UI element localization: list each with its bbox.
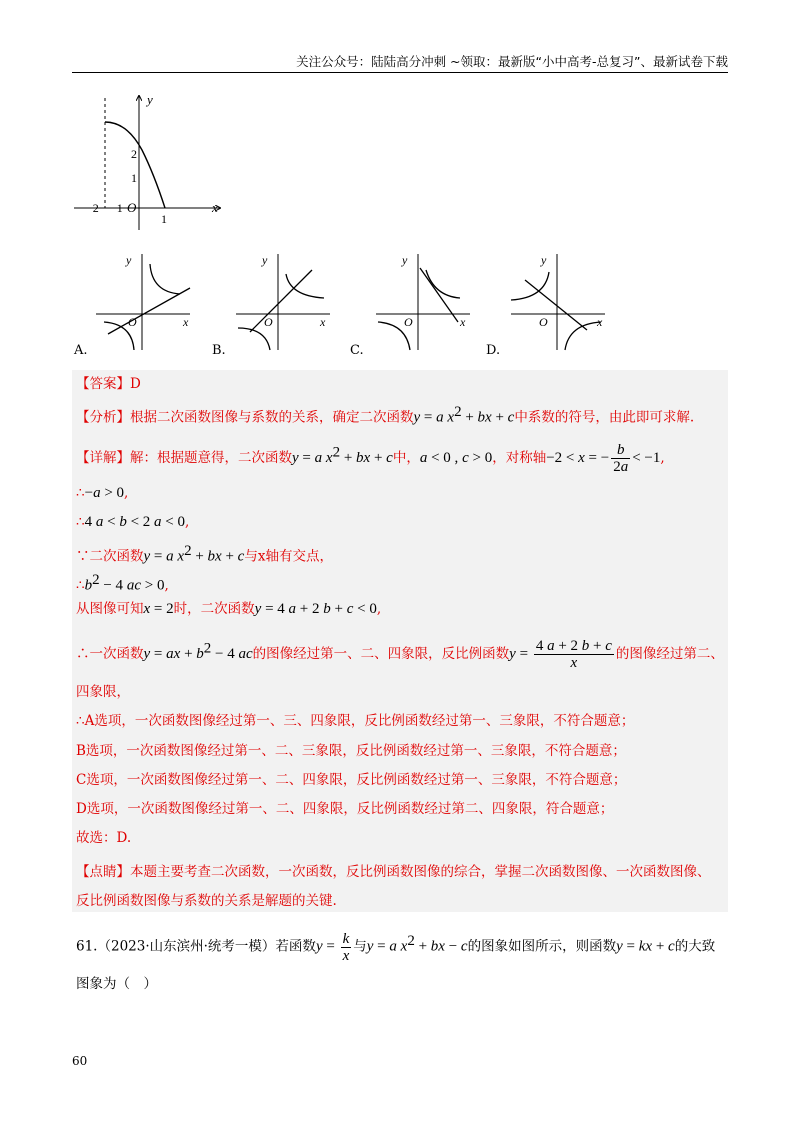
svg-text:O: O [404,315,413,329]
svg-text:y: y [126,253,132,267]
svg-text:x: x [183,315,189,329]
parabola-curve [105,122,165,208]
x-axis-label: x [212,200,218,215]
detail-line: 【详解】解：根据题意得，二次函数y = a $x^2$ + bx + c中，a < 0 , c > 0，对称轴−2 < x = − $\frac{b}{2a}$ < −1, [76,442,665,475]
four-a-line: ∴4 a < b < 2 a < 0, [76,514,190,530]
page-number: 60 [72,1054,88,1068]
comment-line-1: 【点睛】本题主要考查二次函数，一次函数，反比例函数图像的综合，掌握二次函数图像、一次函数图像、 [76,864,711,880]
choose-line: 故选：D. [76,830,132,846]
analysis-line: 【分析】根据二次函数图像与系数的关系，确定二次函数y = a $x^2$ + bx + c中系数的符号，由此即可求解. [76,404,695,426]
tick-y-2: 2 [131,147,137,161]
option-d-label[interactable]: D. [486,343,501,358]
option-c-label[interactable]: C. [350,343,364,358]
tick-y-1: 1 [131,171,137,185]
option-b-graph [230,250,340,355]
option-a-label[interactable]: A. [74,343,88,358]
option-b-label[interactable]: B. [212,343,226,358]
intersect-line: ∵二次函数y = a $x^2$ + bx + c与x轴有交点， [76,543,333,565]
option-d-graph [505,250,615,355]
comment-line-2: 反比例函数图像与系数的关系是解题的关键. [76,893,337,909]
tick-x-neg1: −1 [110,201,123,215]
question-61-line2: 图象为（ ） [76,976,157,992]
quadrants-line: 四象限， [76,684,130,700]
svg-text:x: x [460,315,466,329]
option-c-analysis: C选项，一次函数图像经过第一、二、四象限，反比例函数经过第一、三象限，不符合题意； [76,772,627,788]
answer-line: 【答案】D [76,376,141,392]
svg-text:x: x [597,315,603,329]
discriminant-line: $\therefore b^2 - 4$ ac > 0, [76,572,169,594]
x2-line: 从图像可知x = 2时，二次函数y = 4 a + 2 b + c < 0, [76,601,382,617]
svg-text:x: x [320,315,326,329]
option-c-graph [370,250,480,355]
svg-text:O: O [264,315,273,329]
option-a-graph [90,250,200,355]
linear-line: ∴一次函数y = ax + $b^2 - 4$ ac的图像经过第一、二、四象限，反比例函数y = $\frac{4 a + 2 b + c}{x}$ 的图像经过第二、 [76,638,724,671]
option-b-analysis: B选项，一次函数图像经过第一、二、三象限，反比例函数经过第一、三象限，不符合题意； [76,743,626,759]
neg-a-line: ∴−a > 0, [76,485,129,501]
svg-text:y: y [541,253,547,267]
page-header: 关注公众号：陆陆高分冲刺 ~领取：最新版“小中高考-总复习”、最新试卷下载 [72,54,728,73]
origin-label: O [127,200,137,215]
parabola-graph [72,90,232,240]
svg-text:y: y [402,253,408,267]
question-61: 61.（2023·山东滨州·统考一模）若函数y = $\frac{k}{x}$ 与y = a $x^2$ + bx − c的图象如图所示，则函数y = kx + c的大致 [76,930,716,964]
y-axis-label: y [147,92,153,107]
svg-text:O: O [128,315,137,329]
tick-x-neg2: −2 [86,201,99,215]
svg-text:O: O [539,315,548,329]
tick-x-1: 1 [161,212,167,226]
option-d-analysis: D选项，一次函数图像经过第一、二、四象限，反比例函数经过第二、四象限，符合题意； [76,801,614,817]
svg-text:y: y [262,253,268,267]
option-a-analysis: ∴A选项，一次函数图像经过第一、三、四象限，反比例函数经过第一、三象限，不符合题意； [76,713,635,729]
